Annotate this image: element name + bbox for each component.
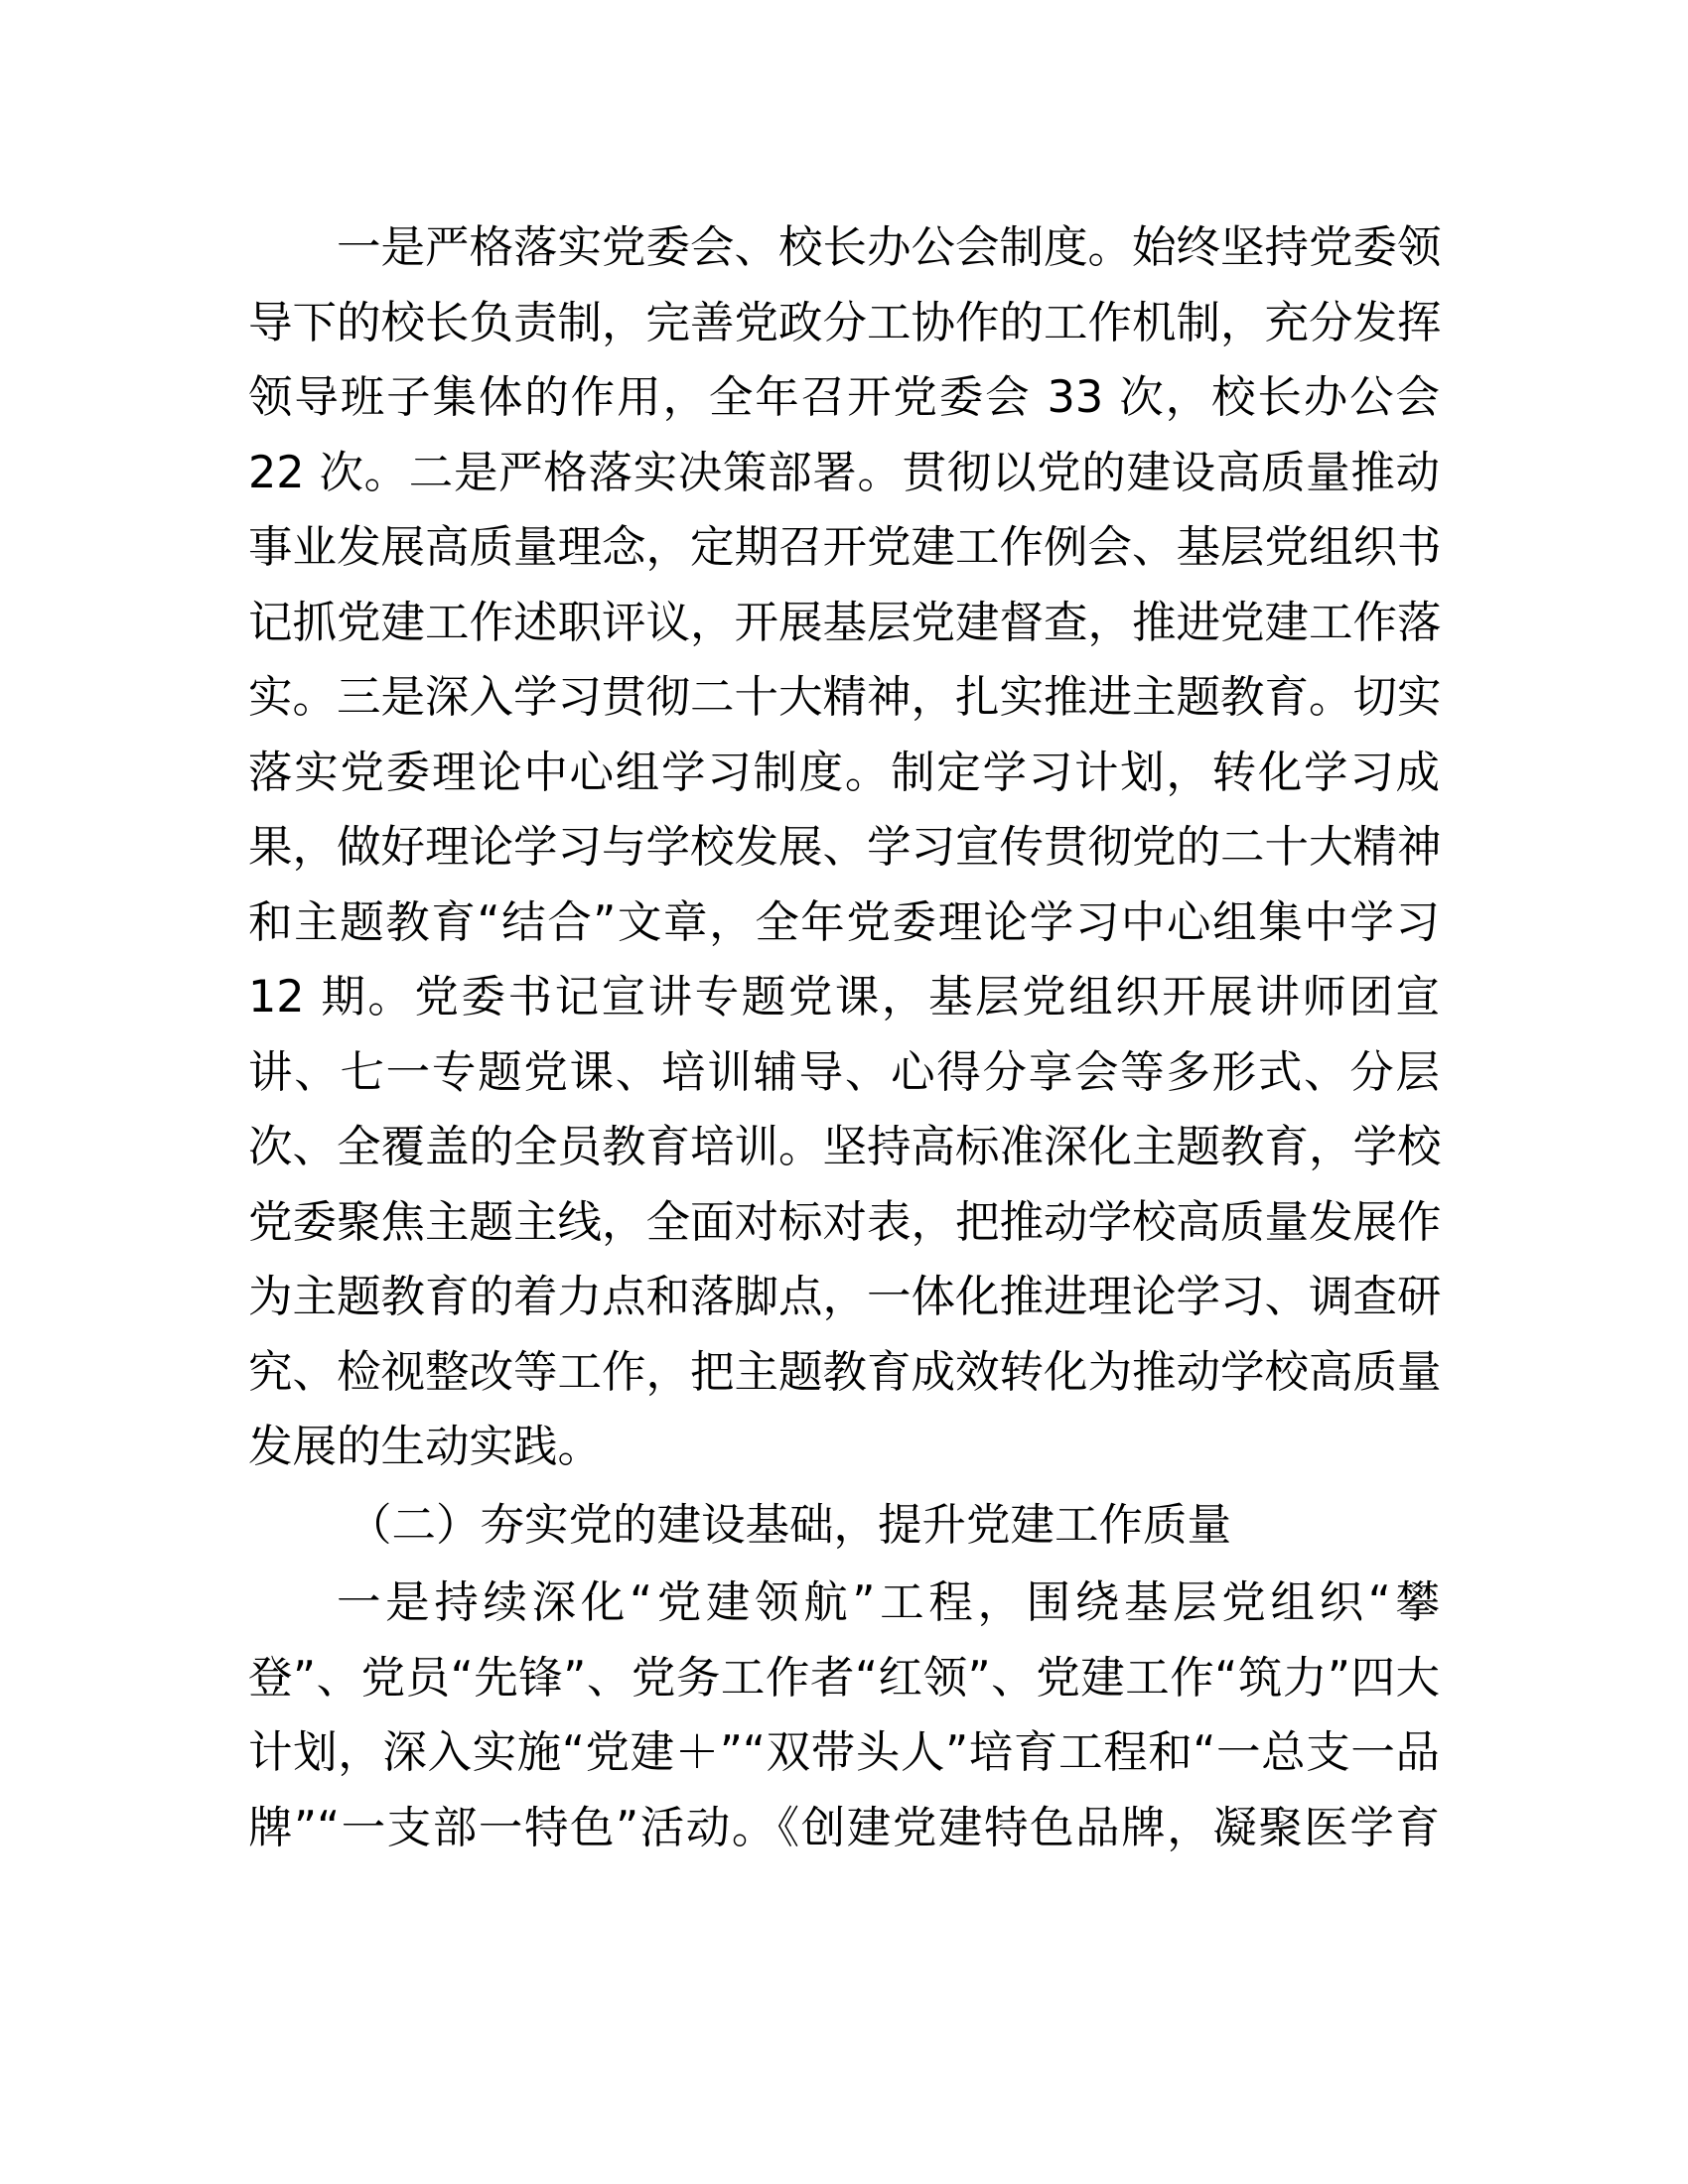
- paragraph-line: 实。三是深入学习贯彻二十大精神，扎实推进主题教育。切实: [248, 672, 1442, 723]
- paragraph-line: 和主题教育“结合”文章，全年党委理论学习中心组集中学习: [248, 896, 1440, 948]
- paragraph-line: 果，做好理论学习与学校发展、学习宣传贯彻党的二十大精神: [248, 822, 1442, 873]
- paragraph-line: 计划，深入实施“党建＋”“双带头人”培育工程和“一总支一品: [248, 1727, 1440, 1778]
- paragraph-line: 一是严格落实党委会、校长办公会制度。始终坚持党委领: [337, 222, 1442, 273]
- paragraph-line: 究、检视整改等工作，把主题教育成效转化为推动学校高质量: [248, 1346, 1442, 1398]
- paragraph-line: 落实党委理论中心组学习制度。制定学习计划，转化学习成: [248, 747, 1440, 798]
- document-body: [248, 210, 1440, 1865]
- paragraph-line: 为主题教育的着力点和落脚点，一体化推进理论学习、调查研: [248, 1272, 1442, 1322]
- paragraph-line: 发展的生动实践。: [248, 1422, 603, 1472]
- paragraph-line: 牌”“一支部一特色”活动。《创建党建特色品牌，凝聚医学育: [248, 1802, 1440, 1853]
- paragraph-line: 党委聚焦主题主线，全面对标对表，把推动学校高质量发展作: [248, 1196, 1442, 1248]
- paragraph-line: 12 期。党委书记宣讲专题党课，基层党组织开展讲师团宣: [248, 972, 1440, 1023]
- paragraph-line: 导下的校长负责制，完善党政分工协作的工作机制，充分发挥: [248, 297, 1442, 348]
- paragraph-line: 领导班子集体的作用，全年召开党委会 33 次，校长办公会: [248, 372, 1440, 423]
- paragraph-line: 次、全覆盖的全员教育培训。坚持高标准深化主题教育，学校: [248, 1122, 1442, 1172]
- paragraph-line: 事业发展高质量理念，定期召开党建工作例会、基层党组织书: [248, 522, 1442, 573]
- paragraph-party-building: [248, 1566, 1440, 1865]
- section-heading: （二）夯实党的建设基础，提升党建工作质量: [348, 1499, 1232, 1551]
- paragraph-line: 22 次。二是严格落实决策部署。贯彻以党的建设高质量推动: [248, 447, 1440, 498]
- paragraph-line: 一是持续深化“党建领航”工程，围绕基层党组织“攀: [337, 1577, 1440, 1628]
- paragraph-line: 记抓党建工作述职评议，开展基层党建督查，推进党建工作落: [248, 597, 1442, 648]
- paragraph-line: 登”、党员“先锋”、党务工作者“红领”、党建工作“筑力”四大: [248, 1652, 1440, 1704]
- paragraph-line: 讲、七一专题党课、培训辅导、心得分享会等多形式、分层: [248, 1046, 1440, 1098]
- paragraph-decision-system: [248, 210, 1440, 1485]
